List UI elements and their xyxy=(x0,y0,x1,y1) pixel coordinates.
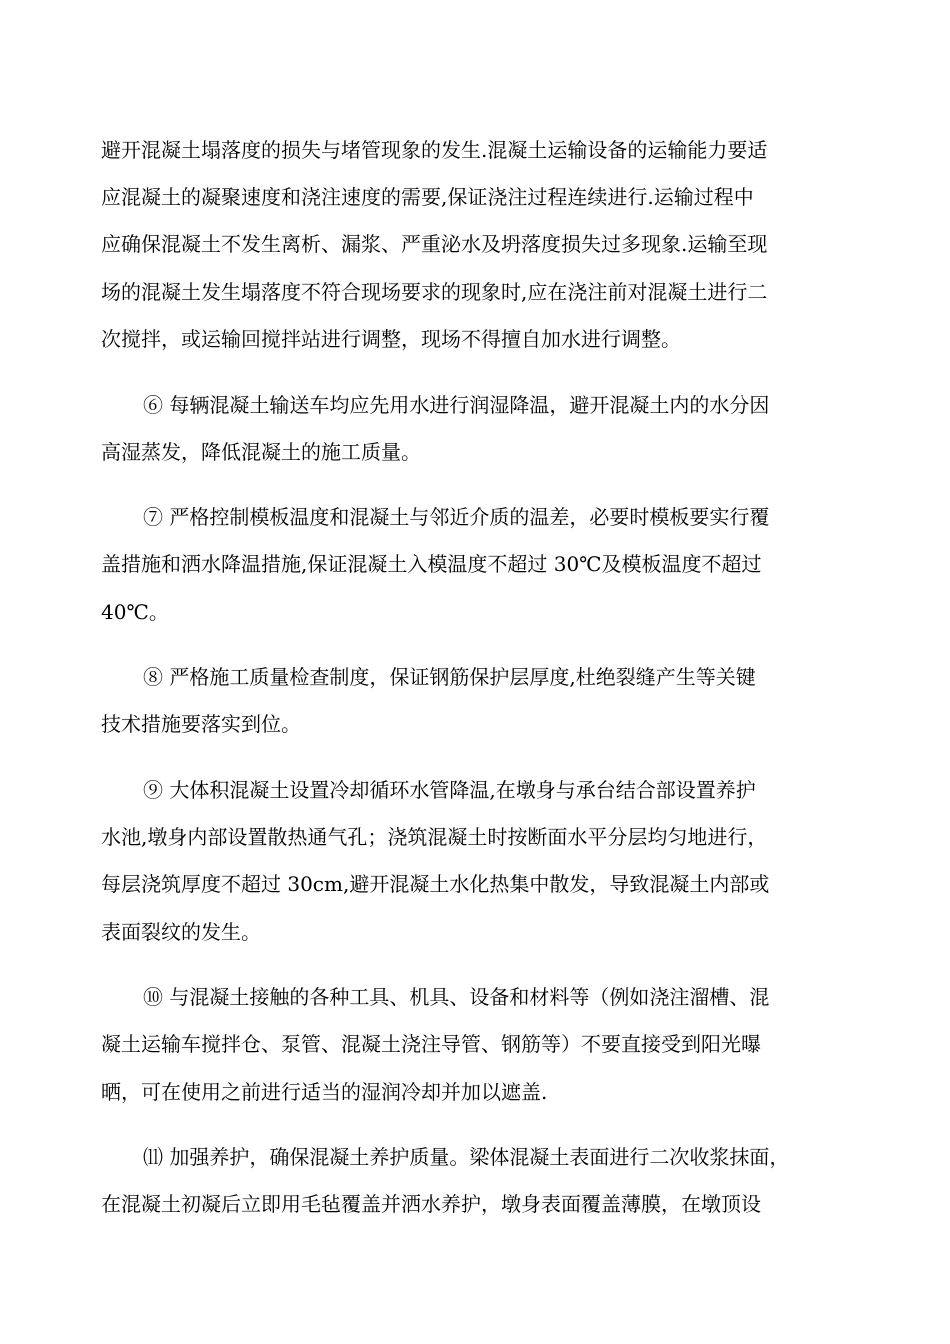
text-line: 每层浇筑厚度不超过 30cm,避开混凝土水化热集中散发，导致混凝土内部或 xyxy=(101,872,770,896)
text-line: 次搅拌，或运输回搅拌站进行调整，现场不得擅自加水进行调整。 xyxy=(101,327,681,351)
text-line: ⑧ 严格施工质量检查制度，保证钢筋保护层厚度,杜绝裂缝产生等关键 xyxy=(143,665,756,689)
text-line: 40℃。 xyxy=(101,600,169,624)
text-line: 应混凝土的凝聚速度和浇注速度的需要,保证浇注过程连续进行.运输过程中 xyxy=(101,185,754,209)
text-line: 避开混凝土塌落度的损失与堵管现象的发生.混凝土运输设备的运输能力要适 xyxy=(101,138,768,162)
text-line: ⑥ 每辆混凝土输送车均应先用水进行润湿降温，避开混凝土内的水分因 xyxy=(143,393,770,417)
text-line: 在混凝土初凝后立即用毛毡覆盖并洒水养护，墩身表面覆盖薄膜，在墩顶设 xyxy=(101,1192,761,1216)
text-line: 晒，可在使用之前进行适当的湿润冷却并加以遮盖. xyxy=(101,1080,548,1104)
text-line: 水池,墩身内部设置散热通气孔；浇筑混凝土时按断面水平分层均匀地进行， xyxy=(101,825,768,849)
text-line: 技术措施要落实到位。 xyxy=(101,712,301,736)
text-line: 盖措施和洒水降温措施,保证混凝土入模温度不超过 30℃及模板温度不超过 xyxy=(101,552,762,576)
text-line: ⑩ 与混凝土接触的各种工具、机具、设备和材料等（例如浇注溜槽、混 xyxy=(143,985,770,1009)
text-line: ⑦ 严格控制模板温度和混凝土与邻近介质的温差，必要时模板要实行覆 xyxy=(143,505,770,529)
text-line: 场的混凝土发生塌落度不符合现场要求的现象时,应在浇注前对混凝土进行二 xyxy=(101,280,768,304)
text-line: 应确保混凝土不发生离析、漏浆、严重泌水及坍落度损失过多现象.运输至现 xyxy=(101,232,768,256)
text-line: ⑾ 加强养护，确保混凝土养护质量。梁体混凝土表面进行二次收浆抹面， xyxy=(143,1145,790,1169)
text-line: ⑨ 大体积混凝土设置冷却循环水管降温,在墩身与承台结合部设置养护 xyxy=(143,778,756,802)
text-line: 表面裂纹的发生。 xyxy=(101,920,261,944)
text-line: 高湿蒸发，降低混凝土的施工质量。 xyxy=(101,440,421,464)
text-line: 凝土运输车搅拌仓、泵管、混凝土浇注导管、钢筋等）不要直接受到阳光曝 xyxy=(101,1032,761,1056)
